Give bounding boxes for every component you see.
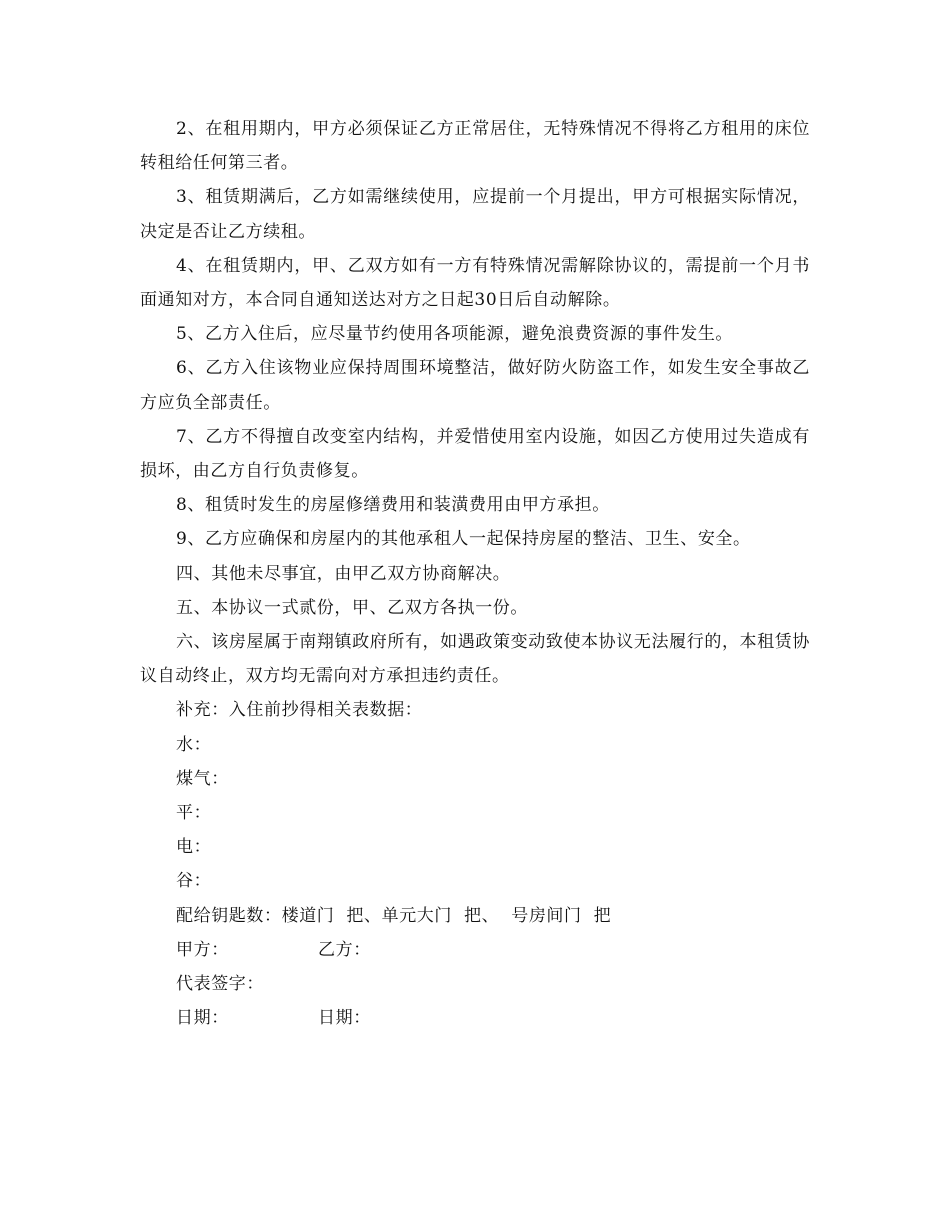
supplement-title: 补充：入住前抄得相关表数据： — [176, 700, 423, 721]
meter-valley: 谷： — [176, 871, 212, 892]
clause-2: 2、在租用期内，甲方必须保证乙方正常居住，无特殊情况不得将乙方租用的床位转租给任何第三者。 — [140, 119, 810, 174]
party-b-label: 乙方： — [318, 939, 371, 960]
section-5: 五、本协议一式贰份，甲、乙双方各执一份。 — [176, 597, 528, 618]
date-b-label: 日期： — [318, 1008, 371, 1029]
clause-3: 3、租赁期满后，乙方如需继续使用，应提前一个月提出，甲方可根据实际情况，决定是否让乙方续租。 — [140, 187, 810, 242]
clause-8: 8、租赁时发生的房屋修缮费用和装潢费用由甲方承担。 — [176, 495, 610, 516]
representative-signature-label: 代表签字： — [176, 974, 264, 995]
meter-flat: 平： — [176, 803, 212, 824]
signature-dates-row — [140, 1001, 810, 1035]
clause-7: 7、乙方不得擅自改变室内结构，并爱惜使用室内设施，如因乙方使用过失造成有损坏，由乙方自行负责修复。 — [140, 426, 810, 482]
signature-parties-row — [140, 933, 810, 967]
date-a-label: 日期： — [176, 1008, 229, 1029]
keys-count: 配给钥匙数：楼道门 把、单元大门 把、 号房间门 把 — [176, 905, 612, 926]
section-4: 四、其他未尽事宜，由甲乙双方协商解决。 — [176, 563, 511, 584]
meter-gas: 煤气： — [176, 768, 229, 789]
party-a-label: 甲方： — [176, 939, 229, 960]
meter-electric: 电： — [176, 837, 212, 858]
clause-4: 4、在租赁期内，甲、乙双方如有一方有特殊情况需解除协议的，需提前一个月书面通知对方，本合同自通知送达对方之日起30日后自动解除。 — [140, 255, 810, 311]
document-body — [140, 112, 810, 1035]
clause-5: 5、乙方入住后，应尽量节约使用各项能源，避免浪费资源的事件发生。 — [176, 324, 734, 345]
clause-9: 9、乙方应确保和房屋内的其他承租人一起保持房屋的整洁、卫生、安全。 — [176, 529, 751, 550]
meter-water: 水： — [176, 734, 212, 755]
section-6: 六、该房屋属于南翔镇政府所有，如遇政策变动致使本协议无法履行的，本租赁协议自动终止，双方均无需向对方承担违约责任。 — [140, 632, 810, 687]
clause-6: 6、乙方入住该物业应保持周围环境整洁，做好防火防盗工作，如发生安全事故乙方应负全部责任。 — [140, 358, 810, 413]
